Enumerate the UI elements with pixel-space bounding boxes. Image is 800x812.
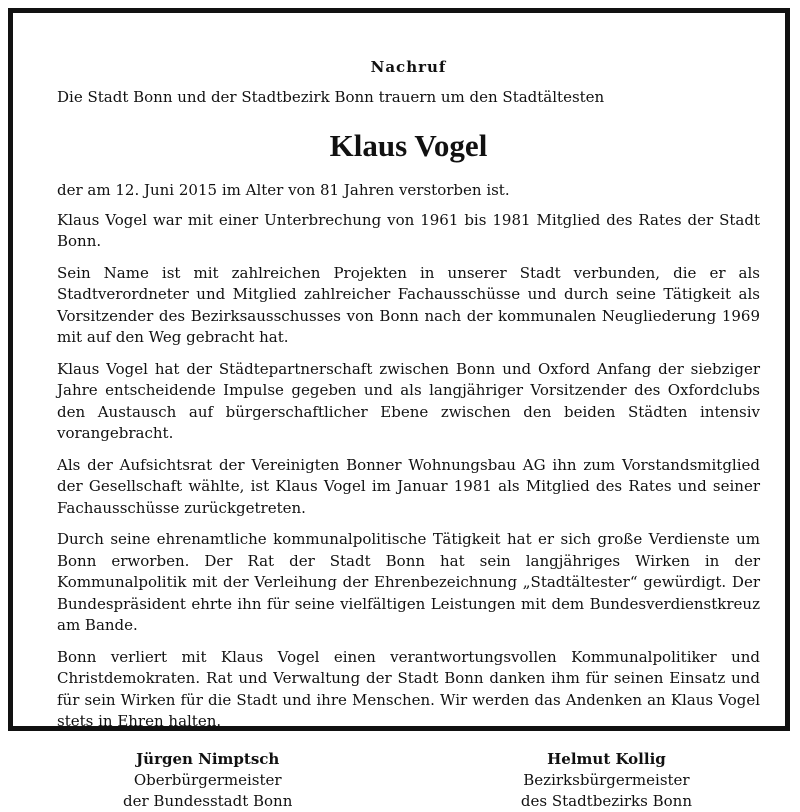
paragraph-projects: Sein Name ist mit zahlreichen Projekten in unserer Stadt verbunden, die er als Stadtverordneter und Mitglied zahlreicher Fachausschüsse und durch seine Tätigkeit als Vorsitzender des Bezirksausschusses von Bonn nach der kommunalen Neugliederung 1969 mit auf den Weg gebracht hat. — [57, 263, 760, 346]
obituary-content — [57, 57, 760, 812]
obituary-intro: Die Stadt Bonn und der Stadtbezirk Bonn trauern um den Stadtältesten — [57, 88, 605, 106]
signatory-title: Bezirksbürgermeister — [523, 770, 690, 789]
paragraph-council-membership: Klaus Vogel war mit einer Unterbrechung von 1961 bis 1981 Mitglied des Rates der Stadt Bonn. — [57, 210, 760, 250]
paragraph-honors: Durch seine ehrenamtliche kommunalpolitische Tätigkeit hat er sich große Verdienste um Bonn erworben. Der Rat der Stadt Bonn hat sein langjähriges Wirken in der Kommunalpolitik mit der Verleihung der Ehrenbezeichnung „Stadtältester“ gewürdigt. Der Bundespräsident ehrte ihn für seine vielfältigen Leistungen mit dem Bundesverdienstkreuz am Bande. — [57, 530, 760, 634]
signature-block — [57, 749, 760, 812]
signatory-organization: der Bundesstadt Bonn — [123, 791, 293, 810]
obituary-frame — [8, 8, 790, 810]
deceased-name: Klaus Vogel — [329, 128, 488, 163]
signatory-organization: des Stadtbezirks Bonn — [520, 791, 692, 810]
paragraph-death-date: der am 12. Juni 2015 im Alter von 81 Jahren verstorben ist. — [57, 181, 510, 199]
signature-left — [123, 749, 292, 812]
signature-right — [521, 749, 692, 812]
paragraph-oxford-partnership: Klaus Vogel hat der Städtepartnerschaft zwischen Bonn und Oxford Anfang der siebziger Jahre entscheidende Impulse gegeben und als langjähriger Vorsitzender des Oxfordclubs den Austausch auf bürgerschaftlicher Ebene zwischen den beiden Städten intensiv vorangebracht. — [57, 359, 760, 442]
signatory-name: Helmut Kollig — [547, 749, 666, 768]
paragraph-resignation: Als der Aufsichtsrat der Vereinigten Bonner Wohnungsbau AG ihn zum Vorstandsmitglied der Gesellschaft wählte, ist Klaus Vogel im Januar 1981 als Mitglied des Rates und seiner Fachausschüsse zurückgetreten. — [57, 455, 760, 517]
signatory-title: Oberbürgermeister — [133, 770, 282, 789]
signatory-name: Jürgen Nimptsch — [136, 749, 280, 768]
paragraph-closing: Bonn verliert mit Klaus Vogel einen verantwortungsvollen Kommunalpolitiker und Christdemokraten. Rat und Verwaltung der Stadt Bonn danken ihm für seinen Einsatz und für sein Wirken für die Stadt und ihre Menschen. Wir werden das Andenken an Klaus Vogel stets in Ehren halten. — [57, 647, 760, 730]
obituary-heading: Nachruf — [370, 58, 447, 76]
